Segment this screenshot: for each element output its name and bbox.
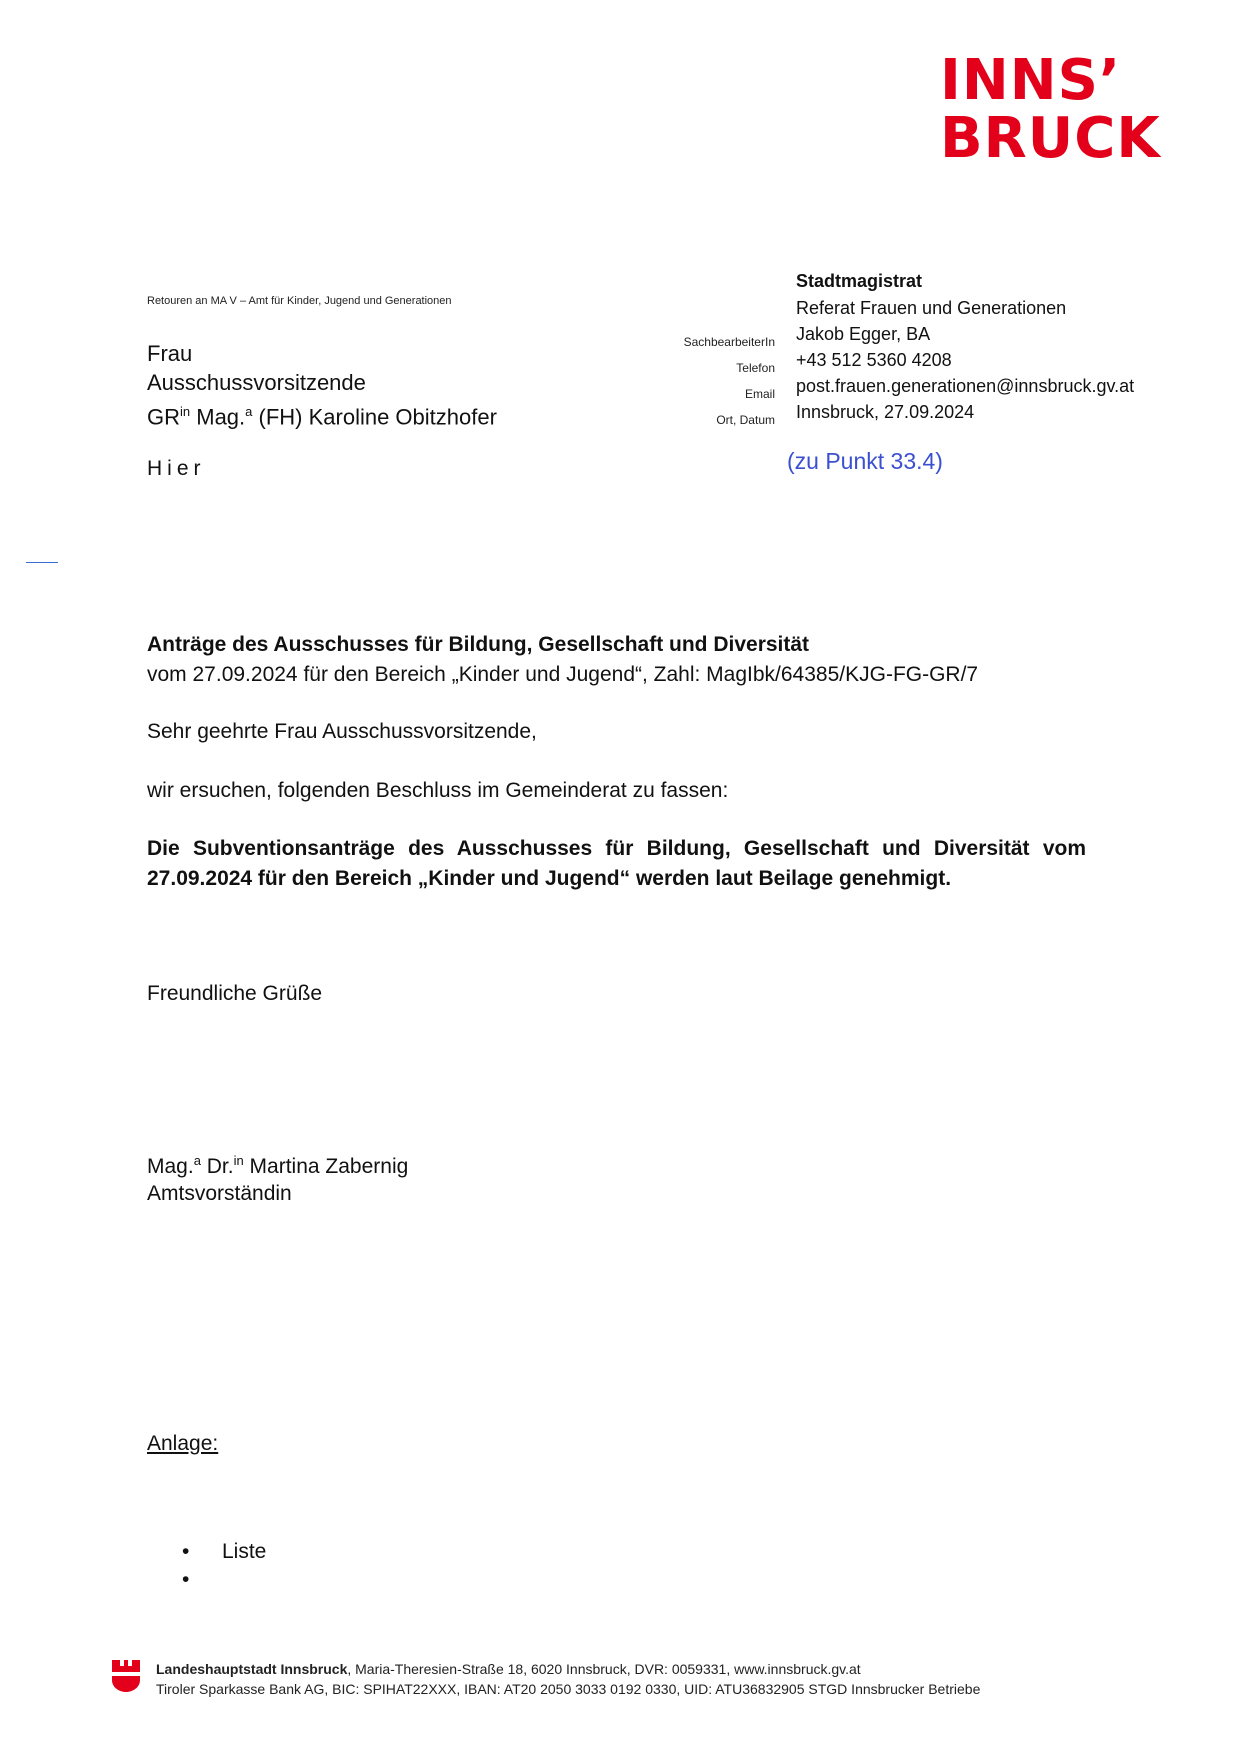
- sender-labels: [640, 329, 775, 433]
- salutation: Sehr geehrte Frau Ausschussvorsitzende,: [147, 720, 537, 743]
- subject-block: [147, 630, 1087, 690]
- footer: [156, 1659, 980, 1699]
- innsbruck-logo: [940, 48, 1210, 171]
- list-item: • Liste: [182, 1538, 266, 1566]
- subject-reference: vom 27.09.2024 für den Bereich „Kinder und Jugend“, Zahl: MagIbk/64385/KJG-FG-GR/7: [147, 663, 979, 686]
- signatory-name: Mag.$^a$ Dr.$^{in}$ Martina Zabernig: [147, 1153, 409, 1178]
- logo-line-1: INNS’: [940, 48, 1122, 113]
- footer-line-1: Landeshauptstadt Innsbruck, Maria-Theresien-Straße 18, 6020 Innsbruck, DVR: 0059331, www.innsbruck.gv.at: [156, 1661, 861, 1677]
- bullet-icon: •: [182, 1568, 190, 1591]
- label-phone: Telefon: [736, 361, 775, 375]
- bullet-icon: •: [182, 1540, 190, 1563]
- agenda-note: (zu Punkt 33.4): [787, 448, 943, 474]
- closing-greeting: Freundliche Grüße: [147, 982, 323, 1005]
- request-text: wir ersuchen, folgenden Beschluss im Gemeinderat zu fassen:: [147, 779, 729, 802]
- list-item: [182, 1566, 266, 1594]
- margin-mark: [26, 562, 58, 563]
- sender-department: Referat Frauen und Generationen: [796, 298, 1067, 318]
- recipient-name: $GR^{in}$ Mag.$^a$ (FH) Karoline Obitzhofer: [147, 404, 497, 430]
- value-clerk: Jakob Egger, BA: [796, 324, 931, 344]
- label-email: Email: [744, 387, 775, 401]
- sender-office-block: [796, 268, 1066, 322]
- attachments-list: [182, 1538, 266, 1594]
- recipient-block: [147, 339, 497, 431]
- return-address: Retouren an MA V – Amt für Kinder, Jugend und Generationen: [147, 295, 452, 307]
- signatory-role: Amtsvorständin: [147, 1182, 292, 1205]
- subject-title: Anträge des Ausschusses für Bildung, Gesellschaft und Diversität: [147, 633, 810, 656]
- value-phone: +43 512 5360 4208: [796, 350, 952, 370]
- recipient-title: Ausschussvorsitzende: [147, 370, 366, 395]
- sender-office: Stadtmagistrat: [796, 271, 923, 291]
- innsbruck-emblem-icon: [110, 1658, 142, 1694]
- label-place-date: Ort, Datum: [716, 413, 775, 427]
- logo-line-2: BRUCK: [940, 106, 1161, 171]
- recipient-salutation: Frau: [147, 341, 193, 366]
- attachments-label: Anlage:: [147, 1432, 219, 1455]
- value-email[interactable]: post.frauen.generationen@innsbruck.gv.at: [796, 376, 1135, 396]
- signature-block: [147, 1147, 408, 1207]
- label-clerk: SachbearbeiterIn: [683, 335, 775, 349]
- footer-line-2: Tiroler Sparkasse Bank AG, BIC: SPIHAT22XXX, IBAN: AT20 2050 3033 0192 0330, UID: ATU36832905 STGD Innsbrucker Betriebe: [156, 1681, 981, 1697]
- value-place-date: Innsbruck, 27.09.2024: [796, 402, 975, 422]
- recipient-location: Hier: [147, 457, 206, 480]
- decision-text: Die Subventionsanträge des Ausschusses für Bildung, Gesellschaft und Diversität vom 27.09.2024 für den Bereich „Kinder und Jugend“ werden laut Beilage genehmigt.: [147, 837, 1086, 890]
- sender-values: [796, 321, 1134, 425]
